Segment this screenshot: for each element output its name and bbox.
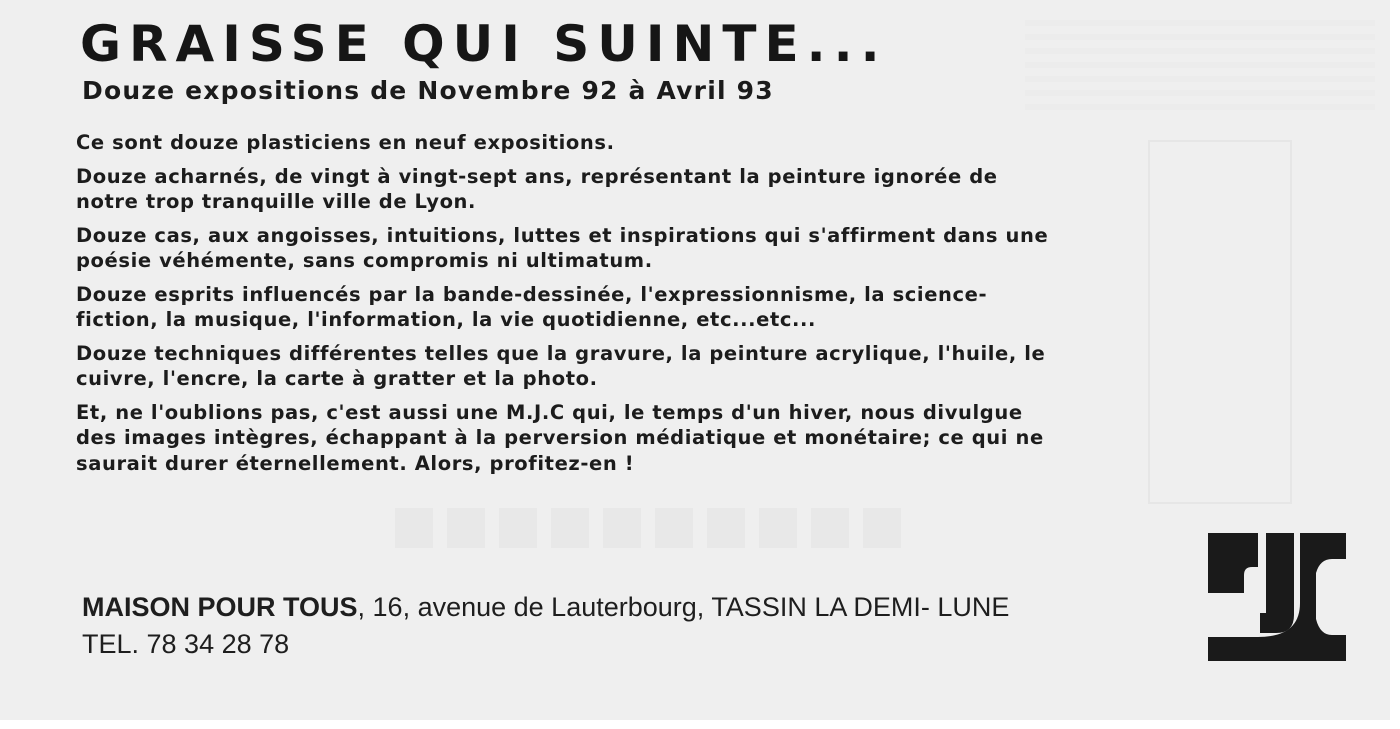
mjc-logo-icon <box>1208 533 1346 661</box>
page-subtitle: Douze expositions de Novembre 92 à Avril 93 <box>82 76 774 105</box>
logo-j-shape <box>1260 533 1294 633</box>
page-title: GRAISSE QUI SUINTE... <box>80 15 888 73</box>
bleed-through-frame <box>1148 140 1292 504</box>
phone-number: TEL. 78 34 28 78 <box>82 629 290 659</box>
paragraph-techniques: Douze techniques différentes telles que la gravure, la peinture acrylique, l'huile, le cuivre, l'encre, la carte à gratter et la photo. <box>76 341 1046 390</box>
paragraph-mjc: Et, ne l'oublions pas, c'est aussi une M.J.C qui, le temps d'un hiver, nous divulgue des images intègres, échappant à la perversion médiatique et monétaire; ce qui ne saurait durer éternellement. Alors, profitez-en ! <box>76 400 1044 475</box>
paragraph-intro: Ce sont douze plasticiens en neuf expositions. <box>76 131 615 154</box>
paragraph-artists: Douze acharnés, de vingt à vingt-sept ans, représentant la peinture ignorée de notre trop tranquille ville de Lyon. <box>76 164 998 213</box>
paragraph-cases: Douze cas, aux angoisses, intuitions, luttes et inspirations qui s'affirment dans une poésie véhémente, sans compromis ni ultimatum. <box>76 223 1049 272</box>
bleed-through-lettering <box>395 508 915 548</box>
organization-name: MAISON POUR TOUS <box>82 592 358 622</box>
logo-m-shape <box>1208 533 1258 593</box>
street-address: , 16, avenue de Lauterbourg, TASSIN LA DEMI- LUNE <box>357 592 1010 622</box>
address-line <box>82 588 1009 626</box>
body-text <box>76 130 1156 484</box>
bleed-through-text <box>1025 20 1375 110</box>
paragraph-influences: Douze esprits influencés par la bande-dessinée, l'expressionnisme, la science- fiction, la musique, l'information, la vie quotidienne, etc...etc... <box>76 282 988 331</box>
